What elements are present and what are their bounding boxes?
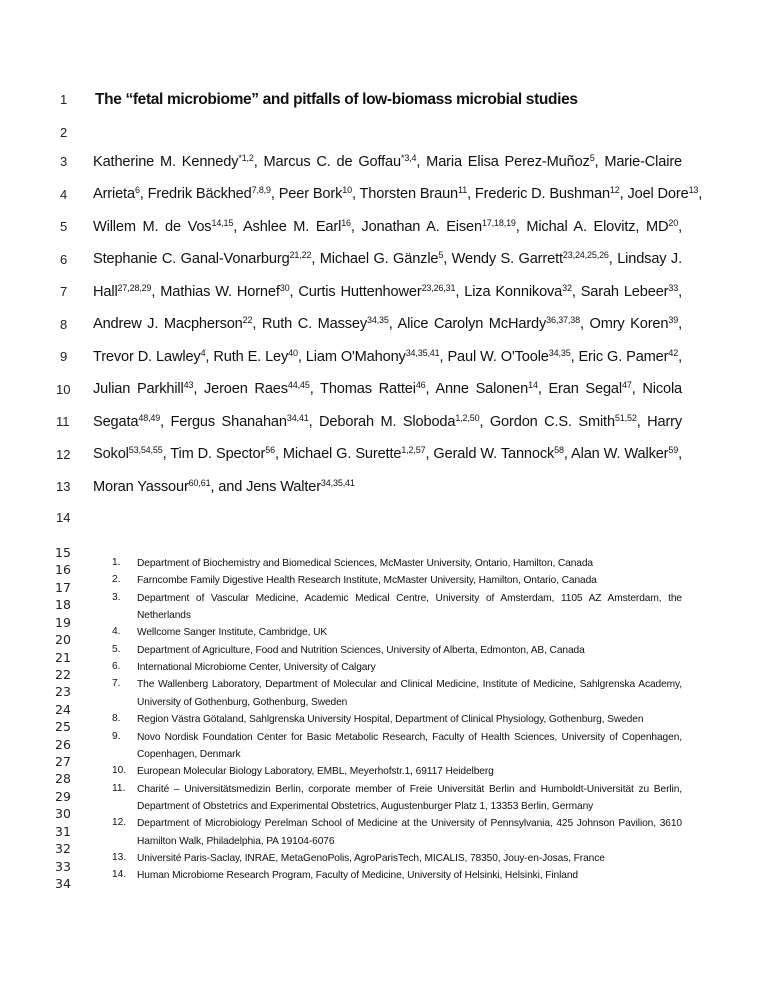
author-name: , Ruth C. Massey	[252, 316, 367, 333]
affiliation-text: Charité – Universitätsmedizin Berlin, corporate member of Freie Universität Berlin and Humboldt-Universität zu Berlin,	[137, 783, 682, 795]
affiliation-text: Wellcome Sanger Institute, Cambridge, UK	[137, 627, 328, 639]
author-name: , and Jens Walter	[210, 478, 321, 495]
affiliation-text: Department of Biochemistry and Biomedical Sciences, McMaster University, Ontario, Hamilton, Canada	[137, 558, 593, 569]
author-name: , Frederic D. Bushman	[467, 186, 610, 203]
affiliation-number: 7.	[112, 678, 121, 690]
affiliation-text: Copenhagen, Denmark	[137, 748, 241, 760]
author-line	[93, 218, 682, 236]
line-number: 34	[55, 875, 71, 891]
line-number: 33	[55, 858, 71, 874]
affiliation-text: Human Microbiome Research Program, Faculty of Medicine, University of Helsinki, Helsinki, Finland	[137, 870, 578, 882]
author-name: Katherine M. Kennedy	[93, 154, 239, 170]
author-name: , Mathias W. Hornef	[151, 283, 280, 300]
line-number: 23	[55, 684, 71, 700]
author-name: , Fredrik Bäckhed	[139, 186, 252, 203]
affiliation-superscript: 33	[668, 282, 679, 293]
author-name: Andrew J. Macpherson	[93, 316, 243, 333]
author-name: Stephanie C. Ganal-Vonarburg	[93, 251, 290, 268]
line-number: 19	[55, 614, 71, 630]
affiliation-superscript: 51,52	[614, 412, 637, 423]
affiliation-text: Novo Nordisk Foundation Center for Basic Metabolic Research, Faculty of Health Sciences, University of Copenhagen,	[137, 731, 682, 743]
author-name: , Maria Elisa Perez-Muñoz	[416, 154, 590, 170]
author-name: , Alan W. Walker	[563, 446, 669, 463]
affiliation-number: 5.	[112, 643, 121, 655]
affiliation-superscript: 12	[609, 185, 620, 196]
author-name: Hall	[93, 283, 118, 300]
affiliation-superscript: 10	[342, 185, 352, 196]
line-number: 32	[55, 841, 71, 857]
affiliation-number: 2.	[112, 574, 121, 586]
affiliation-superscript: 4	[200, 347, 206, 358]
affiliation-text: University of Gothenburg, Gothenburg, Sweden	[137, 696, 348, 708]
affiliation-number: 11.	[112, 782, 126, 794]
line-number: 29	[55, 788, 71, 804]
affiliation-superscript: 32	[562, 282, 572, 293]
line-number: 2	[60, 125, 68, 140]
affiliation-superscript: 14	[528, 380, 538, 391]
author-line	[93, 445, 682, 463]
affiliation-text: Université Paris-Saclay, INRAE, MetaGenoPolis, AgroParisTech, MICALIS, 78350, Jouy-en-Josas, France	[137, 852, 605, 864]
line-number: 25	[55, 719, 71, 735]
author-line	[93, 185, 703, 203]
author-name: , Lindsay J.	[608, 251, 682, 268]
author-name: , Fergus Shanahan	[160, 413, 287, 430]
affiliation-superscript: 22	[242, 315, 253, 326]
line-number: 18	[55, 597, 71, 613]
author-name: , Omry Koren	[579, 316, 669, 333]
author-name: , Gordon C.S. Smith	[479, 413, 615, 430]
affiliation-superscript: 16	[341, 217, 351, 228]
line-number: 10	[56, 382, 71, 397]
affiliation-superscript: 1,2,50	[455, 412, 480, 423]
line-number: 24	[55, 701, 71, 717]
affiliation-superscript: 13	[688, 185, 699, 196]
author-name: , Harry	[636, 413, 683, 430]
affiliation-text: The Wallenberg Laboratory, Department of Molecular and Clinical Medicine, Institute of Medicine, Sahlgrenska Academy,	[137, 679, 682, 691]
author-name: , Peer Bork	[270, 186, 343, 203]
affiliation-superscript: 58	[554, 445, 564, 456]
affiliation-superscript: *3,4	[400, 153, 417, 163]
affiliation-number: 9.	[112, 730, 121, 742]
author-name: Arrieta	[93, 186, 135, 203]
line-number: 27	[55, 754, 71, 770]
author-name: , Deborah M. Sloboda	[308, 413, 456, 430]
affiliation-superscript: 21,22	[289, 250, 312, 261]
author-name: , Eric G. Pamer	[570, 348, 669, 365]
affiliation-number: 13.	[112, 851, 127, 863]
author-name: , Paul W. O'Toole	[439, 348, 549, 365]
line-number: 1	[60, 92, 68, 107]
affiliation-superscript: 46	[415, 380, 426, 391]
author-name: Trevor D. Lawley	[93, 348, 201, 365]
affiliation-number: 6.	[112, 661, 121, 673]
affiliation-superscript: 20	[668, 217, 679, 228]
line-number: 26	[55, 736, 71, 752]
author-name: , Ashlee M. Earl	[233, 218, 342, 235]
line-number: 15	[55, 545, 71, 560]
author-name: , Eran Segal	[537, 381, 622, 398]
author-name: Moran Yassour	[93, 478, 189, 495]
line-number: 9	[60, 349, 68, 364]
affiliation-text: International Microbiome Center, University of Calgary	[137, 662, 376, 674]
affiliation-number: 1.	[112, 557, 121, 568]
affiliation-superscript: 6	[134, 185, 140, 196]
author-name: Julian Parkhill	[93, 381, 184, 398]
author-name: ,	[698, 186, 703, 203]
author-name: , Jeroen Raes	[193, 381, 288, 398]
affiliation-text: Department of Microbiology Perelman School of Medicine at the University of Pennsylvania, 425 Johnson Pavilion, 3610	[137, 818, 682, 830]
affiliation-superscript: 5	[589, 153, 595, 163]
affiliation-superscript: 43	[183, 380, 194, 391]
affiliation-superscript: 60,61	[188, 477, 211, 488]
author-line	[93, 478, 682, 496]
author-name: , Curtis Huttenhower	[289, 283, 422, 300]
affiliation-superscript: 27,28,29	[117, 282, 152, 293]
line-number: 13	[56, 479, 71, 494]
affiliation-superscript: 47	[622, 380, 632, 391]
author-line	[93, 413, 682, 431]
affiliation-superscript: 40	[288, 347, 298, 358]
author-name: , Jonathan A. Eisen	[350, 218, 482, 235]
author-name: Segata	[93, 413, 139, 430]
line-number: 7	[60, 284, 68, 299]
affiliation-text: Region Västra Götaland, Sahlgrenska University Hospital, Department of Clinical Physiology, Gothenburg, Sweden	[137, 714, 644, 726]
affiliation-superscript: 42	[668, 347, 679, 358]
line-number: 16	[55, 562, 71, 578]
affiliation-superscript: 23,26,31	[421, 282, 456, 293]
author-name: , Sarah Lebeer	[571, 283, 669, 300]
affiliation-superscript: 36,37,38	[546, 315, 580, 326]
affiliation-superscript: 5	[438, 250, 444, 261]
author-name: , Joel Dore	[619, 186, 689, 203]
line-number: 30	[55, 806, 71, 822]
affiliation-number: 10.	[112, 765, 127, 777]
author-name: , Marcus C. de Goffau	[253, 154, 401, 170]
affiliation-text: Hamilton Walk, Philadelphia, PA 19104-6076	[137, 835, 335, 847]
line-number: 21	[55, 649, 71, 665]
author-line	[93, 250, 682, 268]
line-number: 20	[55, 632, 71, 648]
author-name: Sokol	[93, 446, 129, 463]
affiliation-text: Department of Obstetrics and Experimental Obstetrics, Augustenburger Platz 1, 13353 Berlin, Germany	[137, 800, 594, 812]
affiliation-number: 12.	[112, 817, 127, 829]
author-name: , Thorsten Braun	[351, 186, 459, 203]
affiliation-superscript: 14,15	[211, 217, 234, 228]
author-name: ,	[678, 218, 682, 235]
affiliation-superscript: 48,49	[138, 412, 161, 423]
author-name: ,	[678, 316, 682, 333]
author-name: , Alice Carolyn McHardy	[388, 316, 547, 333]
affiliation-number: 8.	[112, 713, 121, 725]
affiliation-text: Department of Agriculture, Food and Nutrition Sciences, University of Alberta, Edmonton, AB, Canada	[137, 644, 585, 656]
author-name: , Marie-Claire	[594, 154, 682, 170]
author-line	[93, 283, 682, 301]
author-name: , Michael G. Surette	[274, 446, 402, 463]
affiliation-superscript: 44,45	[287, 380, 310, 391]
author-line	[93, 348, 682, 366]
author-name: , Tim D. Spector	[162, 446, 266, 463]
affiliation-superscript: 7,8,9	[251, 185, 271, 196]
affiliation-superscript: 34,35	[367, 315, 389, 326]
affiliation-superscript: 59	[668, 445, 679, 456]
author-line	[93, 315, 682, 333]
affiliation-text: Department of Vascular Medicine, Academic Medical Centre, University of Amsterdam, 1105 AZ Amsterdam, the	[137, 592, 682, 604]
line-number: 11	[56, 414, 70, 429]
line-number: 17	[55, 579, 71, 595]
line-number: 3	[60, 154, 68, 169]
affiliation-number: 4.	[112, 626, 121, 638]
affiliation-superscript: 53,54,55	[128, 445, 163, 456]
line-number: 28	[55, 771, 71, 787]
affiliation-superscript: 34,35,41	[405, 347, 440, 358]
author-name: , Michael G. Gänzle	[311, 251, 439, 268]
affiliation-number: 14.	[112, 869, 127, 881]
line-number: 6	[60, 252, 68, 267]
line-number: 4	[60, 187, 68, 202]
line-number: 14	[56, 510, 71, 525]
line-number: 12	[56, 447, 71, 462]
author-name: Willem M. de Vos	[93, 218, 212, 235]
author-name: , Liza Konnikova	[455, 283, 563, 300]
author-name: , Thomas Rattei	[309, 381, 416, 398]
author-name: , Nicola	[631, 381, 683, 398]
author-name: ,	[678, 283, 683, 300]
author-name: , Anne Salonen	[425, 381, 529, 398]
affiliation-superscript: 17,18,19	[481, 217, 516, 228]
affiliation-superscript: 39	[668, 315, 679, 326]
author-name: , Ruth E. Ley	[205, 348, 289, 365]
affiliation-superscript: 34,35	[548, 347, 571, 358]
affiliation-superscript: 34,35,41	[320, 477, 355, 488]
affiliation-superscript: 34,41	[286, 412, 309, 423]
author-name: , Gerald W. Tannock	[425, 446, 555, 463]
affiliation-superscript: 11	[458, 185, 468, 196]
affiliation-superscript: 56	[265, 445, 275, 456]
affiliation-superscript: *1,2	[238, 153, 254, 163]
author-name: , Liam O'Mahony	[297, 348, 406, 365]
affiliation-superscript: 1,2,57	[401, 445, 426, 456]
author-line	[93, 380, 682, 398]
paper-title: The “fetal microbiome” and pitfalls of low-biomass microbial studies	[95, 91, 578, 108]
affiliation-text: European Molecular Biology Laboratory, EMBL, Meyerhofstr.1, 69117 Heidelberg	[137, 766, 494, 778]
affiliation-text: Netherlands	[137, 610, 191, 622]
line-number: 8	[60, 317, 68, 332]
author-name: ,	[678, 348, 682, 365]
affiliation-superscript: 23,24,25,26	[562, 250, 609, 261]
line-number: 31	[55, 823, 71, 839]
affiliation-text: Farncombe Family Digestive Health Research Institute, McMaster University, Hamilton, Ontario, Canada	[137, 575, 597, 587]
author-line	[93, 153, 682, 171]
author-name: ,	[678, 446, 683, 463]
affiliation-superscript: 30	[279, 282, 290, 293]
author-name: , Wendy S. Garrett	[443, 251, 563, 268]
line-number: 22	[55, 666, 71, 682]
author-name: , Michal A. Elovitz, MD	[515, 218, 669, 235]
line-number: 5	[60, 219, 68, 234]
affiliation-number: 3.	[112, 591, 121, 603]
